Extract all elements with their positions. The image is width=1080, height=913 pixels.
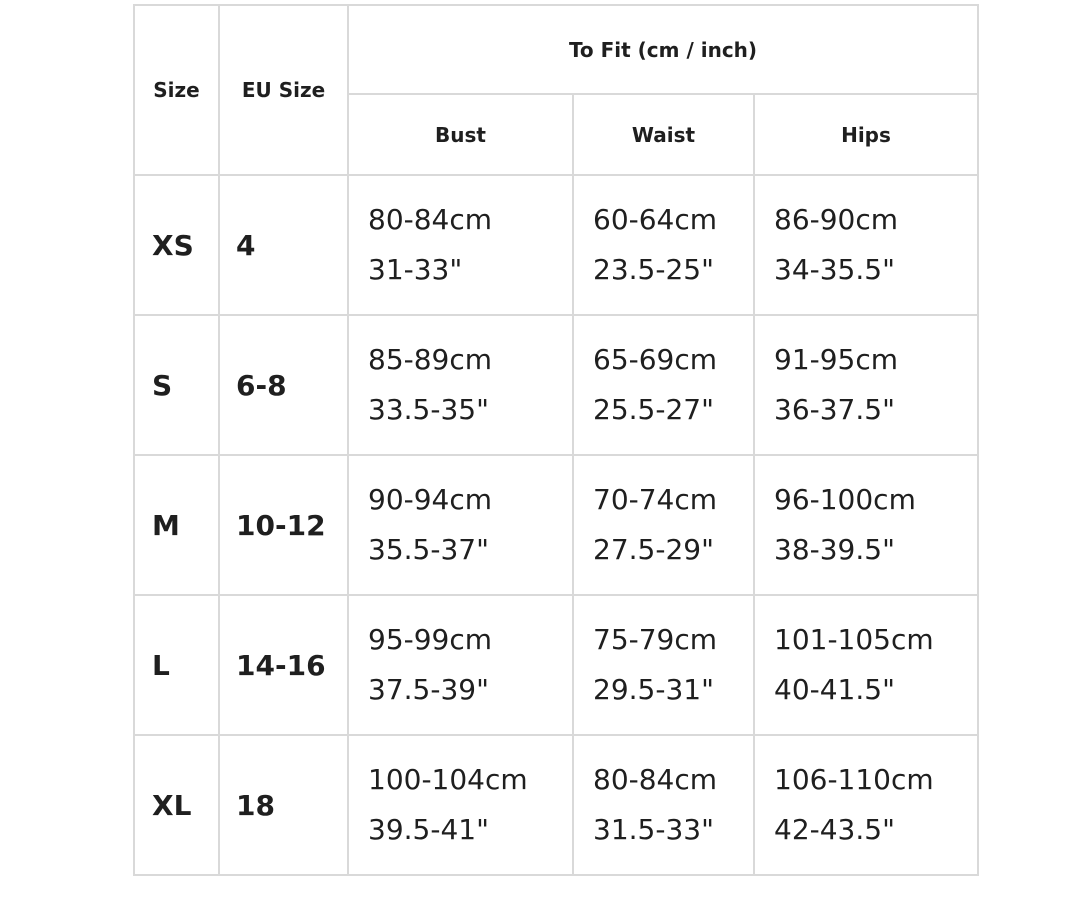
table-row-xl — [134, 735, 978, 875]
hips-cell — [754, 595, 978, 735]
table-row-xs — [134, 175, 978, 315]
waist-cm-value: 65-69cm — [593, 343, 718, 376]
bust-inch-value: 39.5-41" — [368, 813, 489, 846]
waist-cm-value: 80-84cm — [593, 763, 718, 796]
table-row-s — [134, 315, 978, 455]
hips-cm-value: 101-105cm — [774, 623, 934, 656]
waist-cell — [573, 315, 754, 455]
hips-cell — [754, 315, 978, 455]
header-size: Size — [134, 5, 219, 175]
eu-size-cell: 18 — [219, 735, 348, 875]
hips-cm-value: 106-110cm — [774, 763, 934, 796]
waist-cm-value: 75-79cm — [593, 623, 718, 656]
hips-inch-value: 36-37.5" — [774, 393, 895, 426]
header-hips: Hips — [754, 94, 978, 175]
hips-cm-value: 86-90cm — [774, 203, 899, 236]
size-cell: S — [134, 315, 219, 455]
size-cell: XS — [134, 175, 219, 315]
hips-inch-value: 34-35.5" — [774, 253, 895, 286]
bust-inch-value: 33.5-35" — [368, 393, 489, 426]
table-row-m — [134, 455, 978, 595]
bust-cm-value: 80-84cm — [368, 203, 493, 236]
bust-cm-value: 95-99cm — [368, 623, 493, 656]
eu-size-cell: 6-8 — [219, 315, 348, 455]
bust-cm-value: 85-89cm — [368, 343, 493, 376]
hips-inch-value: 40-41.5" — [774, 673, 895, 706]
header-bust: Bust — [348, 94, 573, 175]
waist-inch-value: 27.5-29" — [593, 533, 714, 566]
bust-cell — [348, 735, 573, 875]
bust-cell — [348, 315, 573, 455]
hips-inch-value: 42-43.5" — [774, 813, 895, 846]
bust-cell — [348, 455, 573, 595]
bust-inch-value: 35.5-37" — [368, 533, 489, 566]
eu-size-cell: 14-16 — [219, 595, 348, 735]
bust-cm-value: 90-94cm — [368, 483, 493, 516]
hips-inch-value: 38-39.5" — [774, 533, 895, 566]
waist-cm-value: 60-64cm — [593, 203, 718, 236]
size-cell: M — [134, 455, 219, 595]
waist-inch-value: 25.5-27" — [593, 393, 714, 426]
size-cell: XL — [134, 735, 219, 875]
size-chart-container — [133, 4, 979, 876]
waist-inch-value: 31.5-33" — [593, 813, 714, 846]
waist-cell — [573, 595, 754, 735]
waist-cell — [573, 175, 754, 315]
bust-cm-value: 100-104cm — [368, 763, 528, 796]
size-cell: L — [134, 595, 219, 735]
hips-cell — [754, 735, 978, 875]
bust-cell — [348, 175, 573, 315]
eu-size-cell: 4 — [219, 175, 348, 315]
hips-cell — [754, 175, 978, 315]
hips-cell — [754, 455, 978, 595]
table-row-l — [134, 595, 978, 735]
header-row-top — [134, 5, 978, 94]
bust-cell — [348, 595, 573, 735]
header-waist: Waist — [573, 94, 754, 175]
hips-cm-value: 96-100cm — [774, 483, 916, 516]
bust-inch-value: 31-33" — [368, 253, 463, 286]
bust-inch-value: 37.5-39" — [368, 673, 489, 706]
header-eu-size: EU Size — [219, 5, 348, 175]
waist-inch-value: 23.5-25" — [593, 253, 714, 286]
waist-cm-value: 70-74cm — [593, 483, 718, 516]
header-to-fit-group: To Fit (cm / inch) — [348, 5, 978, 94]
eu-size-cell: 10-12 — [219, 455, 348, 595]
waist-cell — [573, 455, 754, 595]
size-chart-table — [133, 4, 979, 876]
waist-inch-value: 29.5-31" — [593, 673, 714, 706]
waist-cell — [573, 735, 754, 875]
hips-cm-value: 91-95cm — [774, 343, 899, 376]
